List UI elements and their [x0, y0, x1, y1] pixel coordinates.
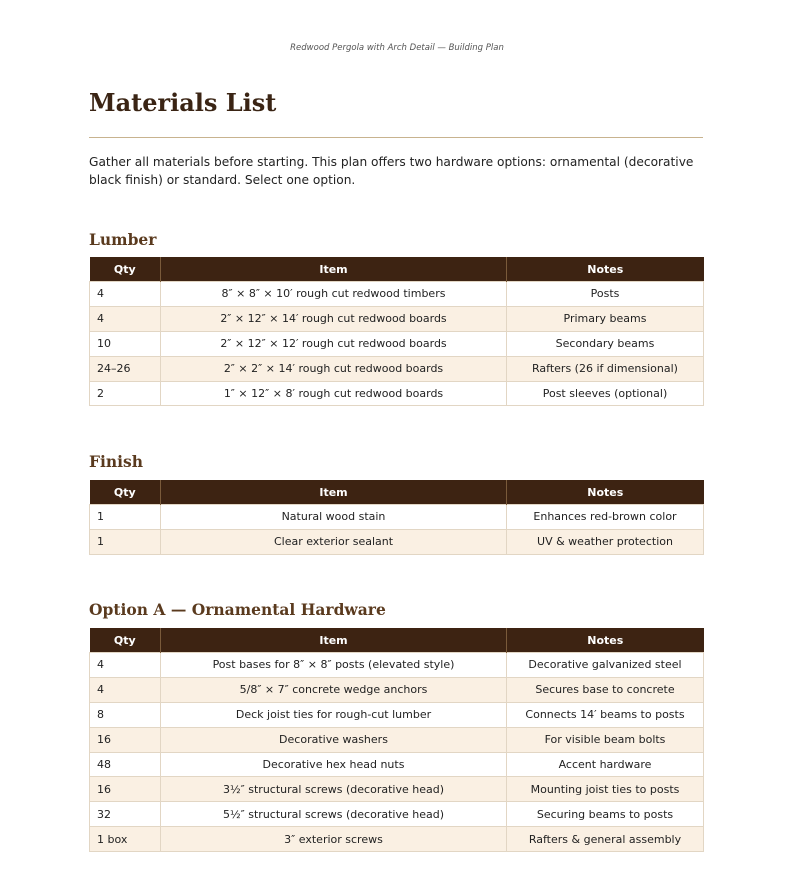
notes-cell: For visible beam bolts	[507, 727, 704, 752]
column-header-notes: Notes	[507, 480, 704, 505]
qty-cell: 1	[90, 505, 161, 530]
table-row	[90, 702, 704, 727]
table-header-row	[90, 480, 704, 505]
column-header-notes: Notes	[507, 257, 704, 282]
item-cell: 8″ × 8″ × 10′ rough cut redwood timbers	[161, 282, 507, 307]
item-cell: 3″ exterior screws	[161, 827, 507, 852]
qty-cell: 32	[90, 802, 161, 827]
section-title-finish: Finish	[89, 452, 144, 471]
qty-cell: 4	[90, 653, 161, 678]
item-cell: Decorative washers	[161, 727, 507, 752]
finish-table	[89, 480, 704, 555]
column-header-qty: Qty	[90, 480, 161, 505]
table-row	[90, 505, 704, 530]
table-row	[90, 727, 704, 752]
item-cell: 2″ × 2″ × 14′ rough cut redwood boards	[161, 356, 507, 381]
table-row	[90, 356, 704, 381]
table-row	[90, 653, 704, 678]
notes-cell: Securing beams to posts	[507, 802, 704, 827]
qty-cell: 24–26	[90, 356, 161, 381]
column-header-item: Item	[161, 257, 507, 282]
column-header-qty: Qty	[90, 628, 161, 653]
notes-cell: Secures base to concrete	[507, 677, 704, 702]
table-header-row	[90, 628, 704, 653]
item-cell: 5/8″ × 7″ concrete wedge anchors	[161, 677, 507, 702]
column-header-qty: Qty	[90, 257, 161, 282]
lumber-table	[89, 257, 704, 406]
notes-cell: Connects 14′ beams to posts	[507, 702, 704, 727]
qty-cell: 4	[90, 306, 161, 331]
table-row	[90, 802, 704, 827]
notes-cell: Enhances red-brown color	[507, 505, 704, 530]
notes-cell: Post sleeves (optional)	[507, 381, 704, 406]
column-header-item: Item	[161, 628, 507, 653]
item-cell: 2″ × 12″ × 12′ rough cut redwood boards	[161, 331, 507, 356]
table-row	[90, 282, 704, 307]
item-cell: 5½″ structural screws (decorative head)	[161, 802, 507, 827]
qty-cell: 4	[90, 282, 161, 307]
item-cell: Clear exterior sealant	[161, 529, 507, 554]
qty-cell: 16	[90, 777, 161, 802]
notes-cell: Decorative galvanized steel	[507, 653, 704, 678]
item-cell: Post bases for 8″ × 8″ posts (elevated style)	[161, 653, 507, 678]
title-divider	[89, 137, 703, 138]
notes-cell: Rafters (26 if dimensional)	[507, 356, 704, 381]
qty-cell: 48	[90, 752, 161, 777]
item-cell: 1″ × 12″ × 8′ rough cut redwood boards	[161, 381, 507, 406]
notes-cell: Primary beams	[507, 306, 704, 331]
column-header-notes: Notes	[507, 628, 704, 653]
column-header-item: Item	[161, 480, 507, 505]
table-row	[90, 777, 704, 802]
table-row	[90, 306, 704, 331]
item-cell: Natural wood stain	[161, 505, 507, 530]
table-header-row	[90, 257, 704, 282]
option-a-hardware-table	[89, 628, 704, 852]
item-cell: 3½″ structural screws (decorative head)	[161, 777, 507, 802]
table-row	[90, 529, 704, 554]
qty-cell: 1	[90, 529, 161, 554]
qty-cell: 8	[90, 702, 161, 727]
item-cell: Decorative hex head nuts	[161, 752, 507, 777]
qty-cell: 10	[90, 331, 161, 356]
table-row	[90, 331, 704, 356]
intro-paragraph: Gather all materials before starting. This plan offers two hardware options: ornamental (decorative black finish) or standard. Select one option.	[89, 155, 694, 187]
page-title: Materials List	[89, 88, 277, 117]
running-header: Redwood Pergola with Arch Detail — Building Plan	[290, 43, 504, 53]
qty-cell: 1 box	[90, 827, 161, 852]
notes-cell: Mounting joist ties to posts	[507, 777, 704, 802]
table-row	[90, 827, 704, 852]
item-cell: Deck joist ties for rough-cut lumber	[161, 702, 507, 727]
notes-cell: UV & weather protection	[507, 529, 704, 554]
qty-cell: 2	[90, 381, 161, 406]
table-row	[90, 752, 704, 777]
notes-cell: Secondary beams	[507, 331, 704, 356]
qty-cell: 16	[90, 727, 161, 752]
section-title-option-a: Option A — Ornamental Hardware	[89, 600, 386, 619]
item-cell: 2″ × 12″ × 14′ rough cut redwood boards	[161, 306, 507, 331]
notes-cell: Accent hardware	[507, 752, 704, 777]
section-title-lumber: Lumber	[89, 230, 157, 249]
notes-cell: Posts	[507, 282, 704, 307]
qty-cell: 4	[90, 677, 161, 702]
table-row	[90, 677, 704, 702]
notes-cell: Rafters & general assembly	[507, 827, 704, 852]
table-row	[90, 381, 704, 406]
